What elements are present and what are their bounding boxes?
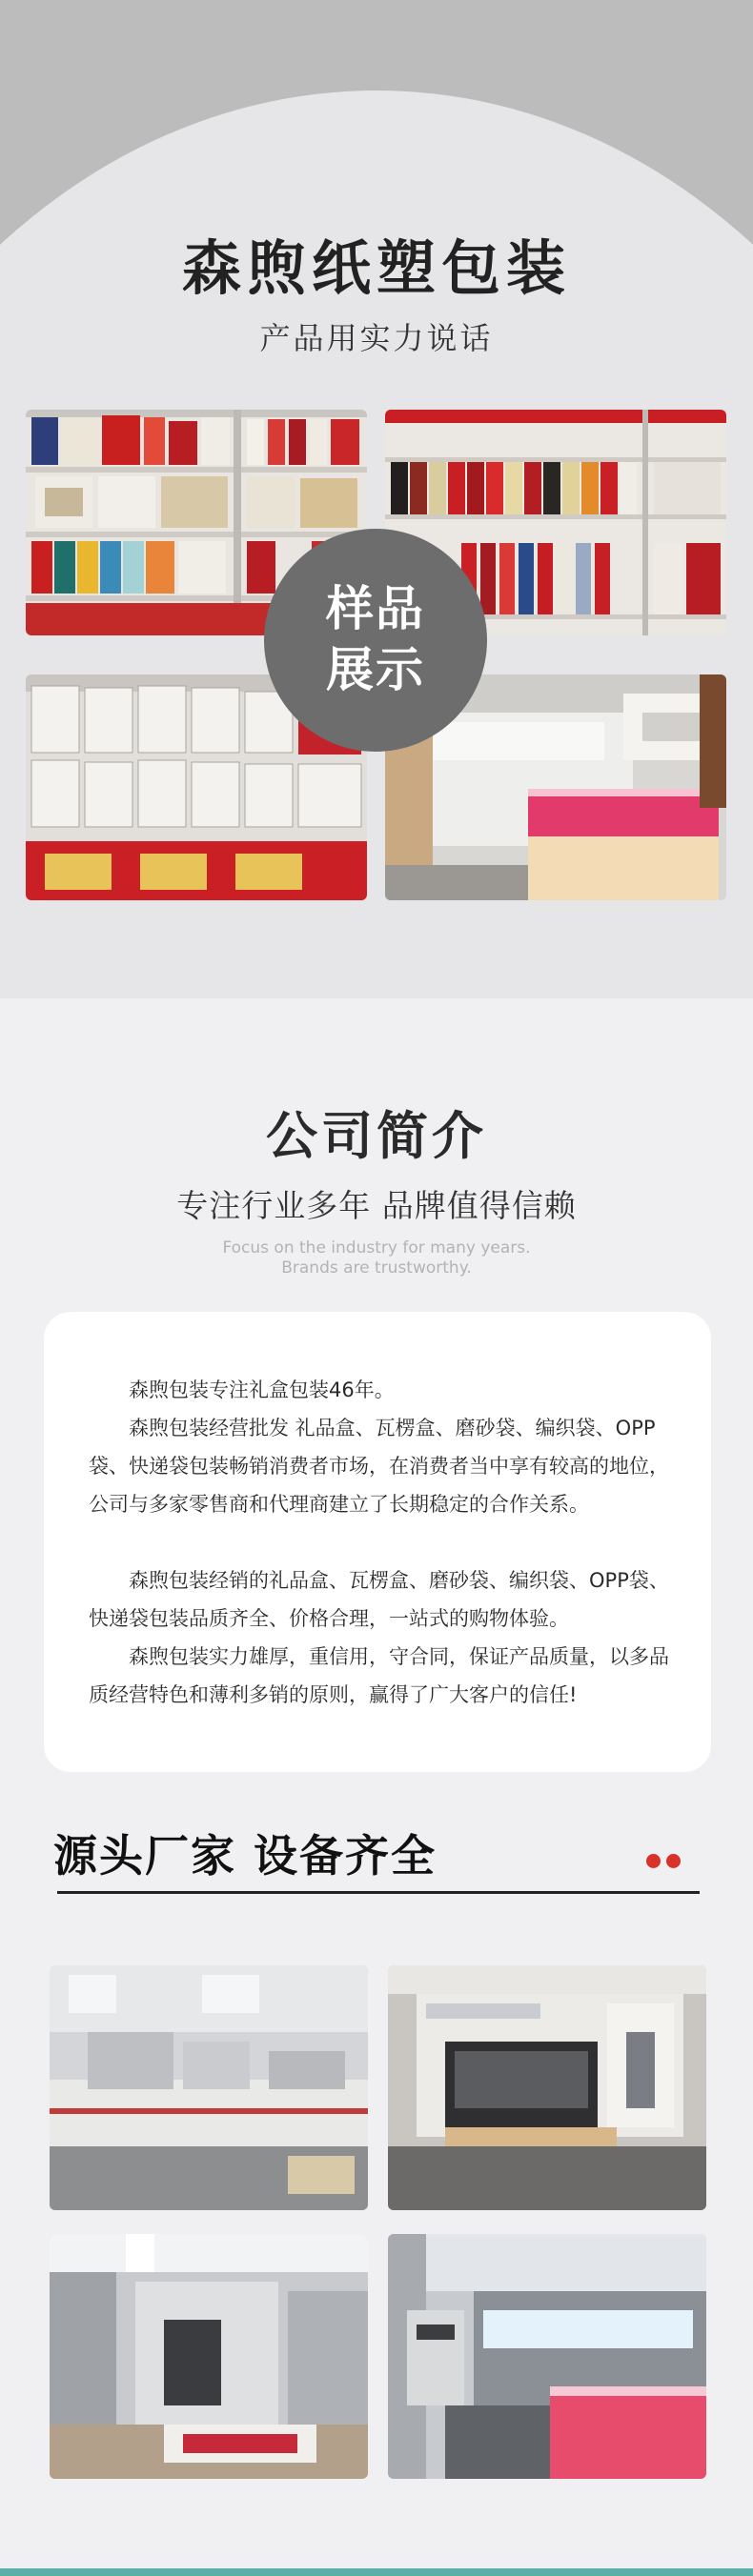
factory-photo-folding-machine [50, 1965, 368, 2210]
sample-section [0, 0, 753, 998]
factory-title: 源头厂家 设备齐全 [53, 1830, 438, 1882]
english-line-2: Brands are trustworthy. [281, 1258, 472, 1278]
brand-title: 森煦纸塑包装 [181, 233, 571, 303]
decorative-dots [646, 1854, 686, 1872]
intro-paragraph-2: 森煦包装经营批发 礼品盒、瓦楞盒、磨砂袋、编织袋、OPP袋、快递袋包装畅销消费者市场，在消费者当中享有较高的地位，公司与多家零售商和代理商建立了长期稳定的合作关系。 [89, 1417, 669, 1516]
badge-line-1: 样品 [326, 580, 425, 636]
brand-subtitle: 产品用实力说话 [259, 320, 494, 356]
title-underline [57, 1891, 700, 1894]
intro-paragraph-4: 森煦包装实力雄厚，重信用，守合同，保证产品质量，以多品质经营特色和薄利多销的原则，赢得了广大客户的信任! [89, 1645, 669, 1706]
sample-showcase-badge [264, 529, 487, 752]
factory-photo-laminating-machine [388, 2234, 706, 2479]
bottom-accent-bar [0, 2568, 753, 2576]
factory-photo-printing-press [388, 1965, 706, 2210]
company-intro-card [44, 1312, 711, 1772]
company-intro-subtitle: 专注行业多年 品牌值得信赖 [176, 1187, 577, 1224]
english-line-1: Focus on the industry for many years. [222, 1238, 531, 1258]
badge-line-2: 展示 [326, 641, 425, 697]
intro-paragraph-1: 森煦包装专注礼盒包装46年。 [129, 1379, 395, 1401]
company-intro-title: 公司简介 [266, 1106, 487, 1166]
red-dot-icon [666, 1854, 681, 1868]
red-dot-icon [646, 1854, 661, 1868]
factory-photo-die-cutting-machine [50, 2234, 368, 2479]
company-intro-english [0, 1238, 753, 1278]
intro-paragraph-3: 森煦包装经销的礼品盒、瓦楞盒、磨砂袋、编织袋、OPP袋、快递袋包装品质齐全、价格合理，一站式的购物体验。 [89, 1569, 669, 1630]
